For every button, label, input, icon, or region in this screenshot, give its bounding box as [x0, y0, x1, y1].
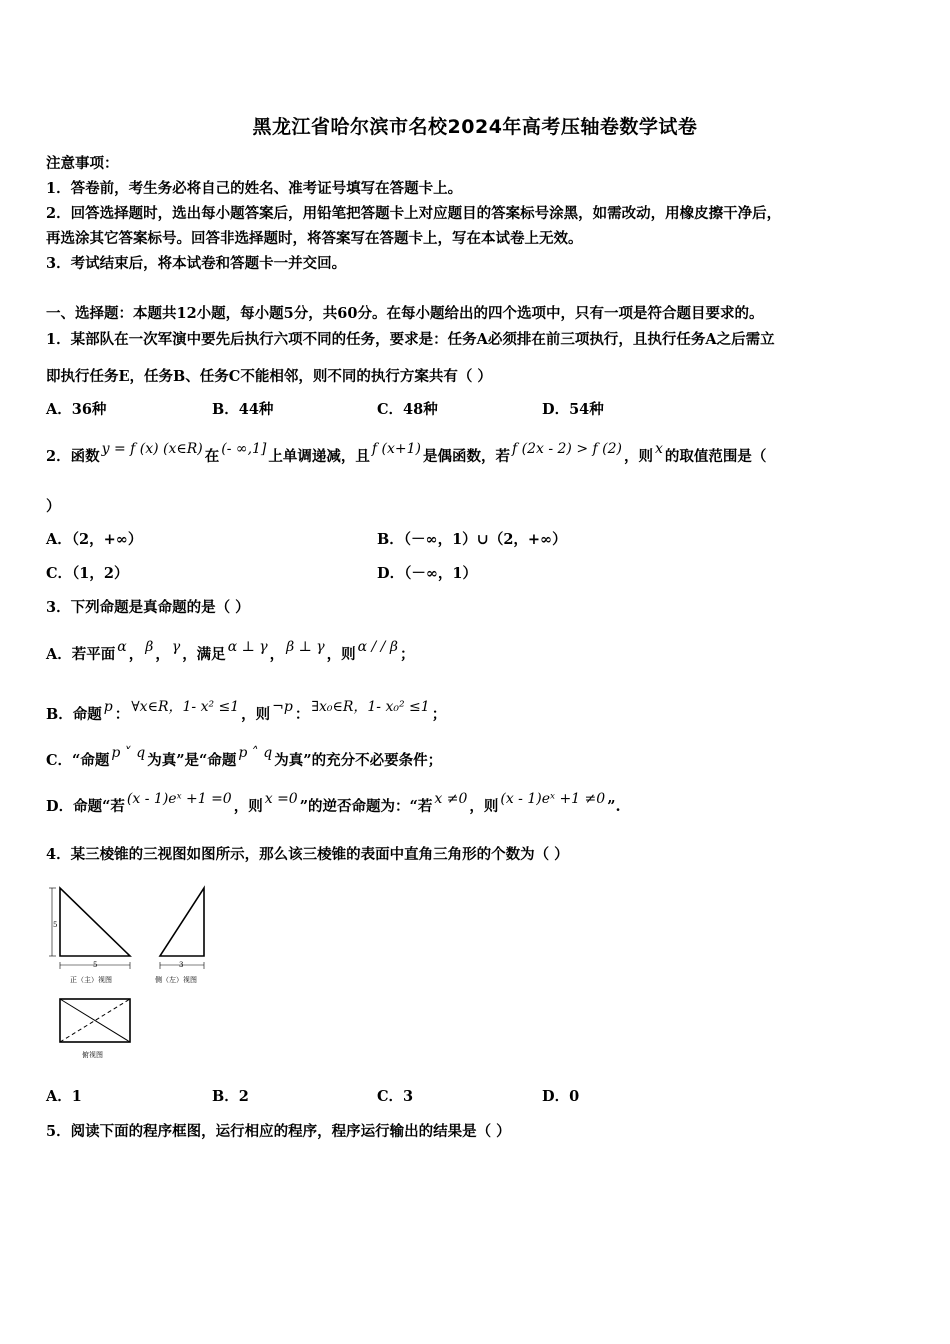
q4-option-a: A．1 [46, 1088, 82, 1105]
q3-a-alpha: α [117, 639, 127, 655]
q3-a-gamma: γ [171, 639, 181, 655]
q3-b-end: ； [431, 706, 447, 723]
side-view-caption: 侧（左）视图 [155, 976, 197, 984]
q3-b-not-p: ¬p [272, 699, 293, 715]
q3-b-text-1: B．命题 [46, 706, 102, 723]
q3-a-beta: β [145, 639, 154, 655]
q3-option-a [46, 639, 415, 664]
note-2a: 2．回答选择题时，选出每小题答案后，用铅笔把答题卡上对应题目的答案标号涂黑，如需改动，用橡皮擦干净后， [46, 205, 782, 222]
side-view-triangle [160, 888, 204, 956]
q2-text-3: 上单调递减，且 [268, 448, 370, 465]
q3-d-text-4: ，则 [469, 798, 499, 815]
q3-d-text-2: ，则 [233, 798, 263, 815]
q1-stem-a: 1．某部队在一次军演中要先后执行六项不同的任务，要求是：任务A必须排在前三项执行，且执行任务A之后需立 [46, 331, 775, 348]
q3-a-text-1: A．若平面 [46, 646, 116, 663]
q2-stem [46, 441, 767, 466]
front-view-caption: 正（主）视图 [70, 976, 112, 984]
q2-option-d: D．（－∞，1） [377, 565, 477, 582]
q2-text-1: 2．函数 [46, 448, 100, 465]
note-1: 1．答卷前，考生务必将自己的姓名、准考证号填写在答题卡上。 [46, 180, 463, 197]
section-heading: 一、选择题：本题共12小题，每小题5分，共60分。在每小题给出的四个选项中，只有一项是符合题目要求的。 [46, 305, 764, 322]
q4-option-d: D．0 [542, 1088, 580, 1105]
q1-option-b: B．44种 [212, 401, 274, 418]
front-view-triangle [60, 888, 130, 956]
top-view [60, 999, 130, 1059]
q1-stem-b: 即执行任务E，任务B、任务C不能相邻，则不同的执行方案共有（ ） [46, 368, 492, 385]
front-view [49, 888, 130, 984]
q2-close-paren: ） [46, 498, 61, 515]
q2-math-inequality: f (2x - 2) > f (2) [511, 441, 622, 457]
q3-a-end: ； [399, 646, 415, 663]
notes-heading: 注意事项： [46, 155, 119, 172]
q3-d-inequation: (x - 1)eˣ +1 ≠0 [500, 791, 606, 807]
q2-option-b: B．（－∞，1）∪（2，+∞） [377, 531, 567, 548]
q3-b-colon-1: ： [114, 706, 130, 723]
q3-option-d [46, 791, 621, 816]
q3-a-perp-1: α ⊥ γ [227, 639, 268, 655]
q3-d-x-nonzero: x ≠0 [434, 791, 468, 807]
q3-d-x-zero: x =0 [264, 791, 298, 807]
q3-c-text-1: C．“命题 [46, 752, 110, 769]
q1-option-a: A．36种 [46, 401, 107, 418]
q3-b-p: p [103, 699, 113, 715]
front-height-label: 5 [53, 921, 58, 929]
page-title: 黑龙江省哈尔滨市名校2024年高考压轴卷数学试卷 [252, 116, 698, 138]
note-2b: 再选涂其它答案标号。回答非选择题时，将答案写在答题卡上，写在本试卷上无效。 [46, 230, 583, 247]
front-width-label: 5 [93, 961, 98, 969]
q5-stem: 5．阅读下面的程序框图，运行相应的程序，程序运行输出的结果是（ ） [46, 1123, 511, 1140]
q3-option-b [46, 699, 447, 724]
q4-option-c: C．3 [377, 1088, 414, 1105]
q3-c-text-2: 为真”是“命题 [147, 752, 237, 769]
q3-a-comma-3: ， [269, 646, 285, 663]
q2-text-2: 在 [204, 448, 220, 465]
q2-text-4: 是偶函数，若 [422, 448, 510, 465]
top-view-diagonal-solid [60, 999, 130, 1042]
q2-option-a: A．（2，+∞） [46, 531, 143, 548]
q4-option-b: B．2 [212, 1088, 249, 1105]
q2-text-6: 的取值范围是（ [664, 448, 767, 465]
q3-b-colon-2: ： [294, 706, 310, 723]
q3-a-text-3: ，则 [326, 646, 356, 663]
side-width-label: 3 [179, 961, 184, 969]
q2-text-5: ，则 [623, 448, 653, 465]
q4-stem: 4．某三棱锥的三视图如图所示，那么该三棱锥的表面中直角三角形的个数为（ ） [46, 846, 569, 863]
q3-b-exists: ∃x₀∈R，1- x₀² ≤1 [311, 699, 430, 715]
three-view-figure [44, 880, 214, 1065]
q3-c-and: p ˄ q [238, 745, 273, 761]
q1-option-c: C．48种 [377, 401, 438, 418]
q2-math-shift: f (x+1) [371, 441, 421, 457]
top-view-caption: 俯视图 [82, 1051, 103, 1059]
q3-c-text-3: 为真”的充分不必要条件； [274, 752, 443, 769]
q2-math-function: y = f (x) (x∈R) [101, 441, 203, 457]
q3-a-perp-2: β ⊥ γ [286, 639, 325, 655]
q3-c-or: p ˅ q [111, 745, 146, 761]
note-3: 3．考试结束后，将本试卷和答题卡一并交回。 [46, 255, 347, 272]
q2-math-x: x [654, 441, 663, 457]
q3-a-text-2: ，满足 [182, 646, 226, 663]
q2-option-c: C．（1，2） [46, 565, 129, 582]
q3-b-forall: ∀x∈R，1- x² ≤1 [131, 699, 240, 715]
side-view [155, 888, 204, 984]
q3-d-text-1: D．命题“若 [46, 798, 125, 815]
q3-d-end: ”. [607, 798, 621, 815]
q3-stem: 3．下列命题是真命题的是（ ） [46, 599, 250, 616]
q3-b-text-2: ，则 [241, 706, 271, 723]
q3-a-comma-2: ， [155, 646, 170, 663]
q3-option-c [46, 745, 443, 770]
q3-a-parallel: α / / β [357, 639, 398, 655]
q3-d-equation: (x - 1)eˣ +1 =0 [126, 791, 232, 807]
q3-a-comma-1: ， [128, 646, 144, 663]
q1-option-d: D．54种 [542, 401, 604, 418]
q2-math-interval: (- ∞,1] [221, 441, 267, 457]
q3-d-text-3: ”的逆否命题为：“若 [299, 798, 433, 815]
